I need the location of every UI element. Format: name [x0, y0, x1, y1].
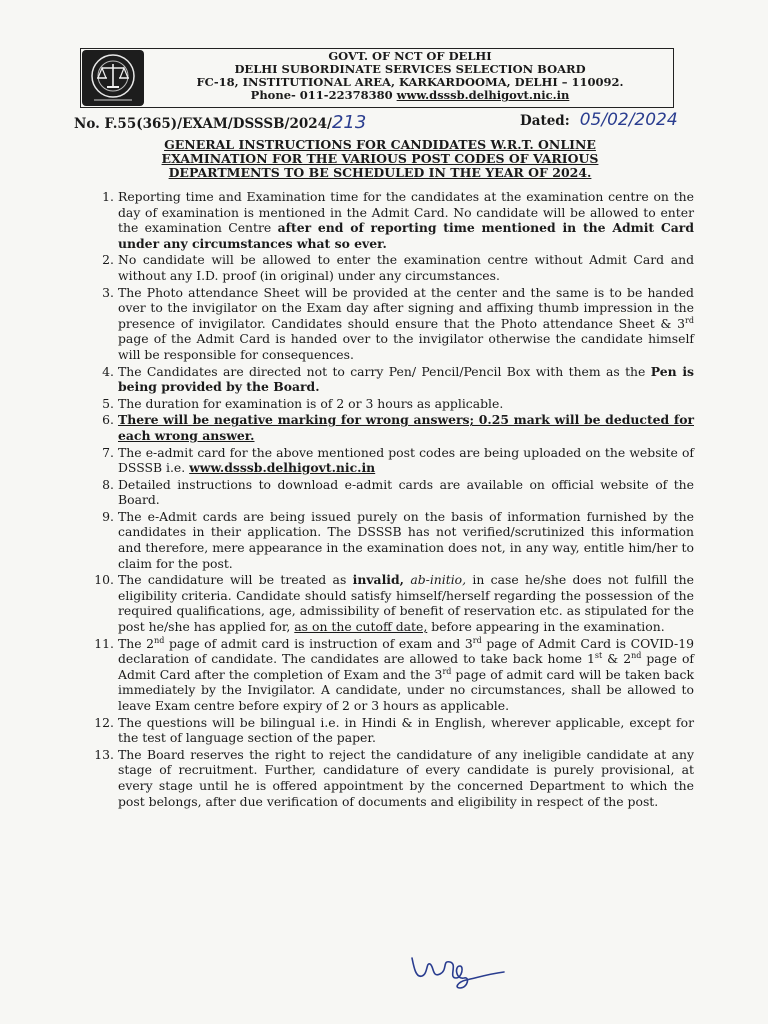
item-text: The questions will be bilingual i.e. in Hindi & in English, wherever applicable, except for the test of language section of the paper. — [118, 714, 694, 746]
item-text: The e-Admit cards are being issued purely on the basis of information furnished by the candidates in their application. The DSSSB has not verified/scrutinized this information and therefore, mere appearance in the examination does not, in any way, entitle him/her to claim for the post. — [118, 508, 694, 571]
item-bold-text: after end of reporting time mentioned in the Admit Card under any circumstances what so ever. — [118, 220, 694, 251]
instruction-item-4 — [90, 364, 694, 395]
item-number: 4. — [102, 363, 114, 379]
instruction-item-5 — [90, 396, 694, 412]
document-title — [120, 138, 640, 180]
instruction-item-7 — [90, 445, 694, 476]
instruction-item-11 — [90, 636, 694, 714]
item-text: The Candidates are directed not to carry Pen/ Pencil/Pencil Box with them as the — [118, 363, 651, 379]
instruction-item-3 — [90, 285, 694, 363]
item-text: in case he/she does not fulfill the eligibility criteria. Candidate should satisfy himself/herself regarding the possession of the required qualifications, age, admissibility of benefit of reservation etc. as stipulated for the post he/she has applied for, — [118, 572, 694, 635]
item-number: 9. — [102, 508, 114, 524]
instruction-item-10 — [90, 572, 694, 634]
title-line-3: DEPARTMENTS TO BE SCHEDULED IN THE YEAR OF 2024. — [168, 165, 592, 180]
title-line-2: EXAMINATION FOR THE VARIOUS POST CODES OF VARIOUS — [161, 151, 599, 166]
item-number: 1. — [102, 189, 114, 204]
item-text: page of Admit Card after the completion of Exam and the 3 — [118, 651, 694, 682]
item-text: No candidate will be allowed to enter the examination centre without Admit Card and without any I.D. proof (in original) under any circumstances. — [118, 252, 694, 283]
website-link[interactable]: www.dsssb.delhigovt.nic.in — [189, 460, 376, 476]
phone-number: Phone- 011-22378380 — [250, 88, 393, 102]
reference-number — [74, 112, 366, 133]
item-text: The candidature will be treated as — [118, 572, 353, 588]
item-text: page of admit card is instruction of exam and 3 — [164, 635, 473, 651]
item-text: The Photo attendance Sheet will be provided at the center and the same is to be handed over to the invigilator on the Exam day after signing and affixing thumb impression in the presence of invigilator. Candidates should ensure that the Photo attendance Sheet & 3 — [118, 284, 694, 331]
dated-line — [520, 110, 678, 130]
item-text: page of admit card will be taken back immediately by the Invigilator. A candidate, under no circumstances, shall be allowed to leave Exam centre before expiry of 2 or 3 hours as applicable. — [118, 666, 694, 713]
superscript: nd — [154, 635, 165, 645]
handwritten-reference-number: 213 — [331, 112, 367, 133]
item-number: 11. — [94, 635, 114, 651]
reference-number-text: No. F.55(365)/EXAM/DSSSB/2024/ — [74, 116, 332, 132]
board-name: DELHI SUBORDINATE SERVICES SELECTION BOARD — [234, 62, 586, 76]
board-website-link[interactable]: www.dsssb.delhigovt.nic.in — [396, 88, 570, 102]
item-bold-underlined-text: There will be negative marking for wrong answers; 0.25 mark will be deducted for each wrong answer. — [118, 412, 694, 443]
letterhead-text — [150, 50, 670, 102]
item-number: 6. — [102, 412, 114, 428]
item-number: 13. — [94, 746, 114, 762]
dated-label: Dated: — [520, 113, 570, 129]
item-text: The e-admit card for the above mentioned post codes are being uploaded on the website of DSSSB i.e. — [118, 444, 694, 476]
instruction-item-6 — [90, 412, 694, 443]
item-number: 8. — [102, 476, 114, 492]
superscript: rd — [442, 666, 452, 676]
superscript: st — [594, 651, 603, 661]
item-text: before appearing in the examination. — [427, 619, 665, 635]
handwritten-signature — [404, 948, 514, 990]
handwritten-date: 05/02/2024 — [579, 110, 678, 130]
instruction-list — [90, 189, 694, 810]
item-text: The 2 — [118, 635, 155, 651]
item-text: & 2 — [602, 651, 632, 667]
superscript: rd — [685, 315, 694, 325]
superscript: rd — [472, 635, 482, 645]
dsssb-emblem-logo — [82, 50, 144, 106]
item-underlined-text: as on the cutoff date, — [294, 619, 428, 635]
govt-name: GOVT. OF NCT OF DELHI — [328, 49, 492, 63]
item-text: Detailed instructions to download e-admit cards are available on official website of the Board. — [118, 476, 694, 508]
item-text: page of Admit Card is COVID-19 declaration of candidate. The candidates are allowed to take back home 1 — [118, 635, 694, 667]
item-text: page of the Admit Card is handed over to the invigilator otherwise the candidate himself will be responsible for consequences. — [118, 331, 694, 362]
instruction-item-13 — [90, 747, 694, 809]
item-number: 3. — [102, 284, 114, 300]
instruction-item-9 — [90, 509, 694, 571]
item-text: Reporting time and Examination time for the candidates at the examination centre on the day of examination is mentioned in the Admit Card. No candidate will be allowed to enter the examination Centre — [118, 189, 694, 236]
item-text: The Board reserves the right to reject the candidature of any ineligible candidate at any stage of recruitment. Further, candidature of every candidate is purely provisional, at every stage until he is offered appointment by the concerned Department to which the post belongs, after due verification of documents and eligibility in respect of the post. — [118, 746, 694, 809]
item-bold-text: invalid, — [352, 572, 404, 588]
item-number: 2. — [102, 252, 114, 268]
item-italic-text: ab-initio, — [410, 572, 467, 588]
item-bold-text: Pen is being provided by the Board. — [118, 363, 695, 395]
item-text: The duration for examination is of 2 or 3 hours as applicable. — [118, 395, 504, 411]
superscript: nd — [631, 651, 642, 661]
title-line-1: GENERAL INSTRUCTIONS FOR CANDIDATES W.R.T. ONLINE — [164, 137, 596, 152]
item-number: 10. — [94, 572, 114, 588]
instruction-item-12 — [90, 715, 694, 746]
board-address: FC-18, INSTITUTIONAL AREA, KARKARDOOMA, DELHI – 110092. — [196, 75, 624, 89]
instruction-item-1 — [90, 189, 694, 251]
instruction-item-8 — [90, 477, 694, 508]
contact-line — [150, 89, 670, 102]
item-number: 12. — [94, 714, 114, 730]
item-number: 7. — [102, 444, 114, 460]
item-number: 5. — [102, 395, 114, 411]
instruction-item-2 — [90, 252, 694, 283]
